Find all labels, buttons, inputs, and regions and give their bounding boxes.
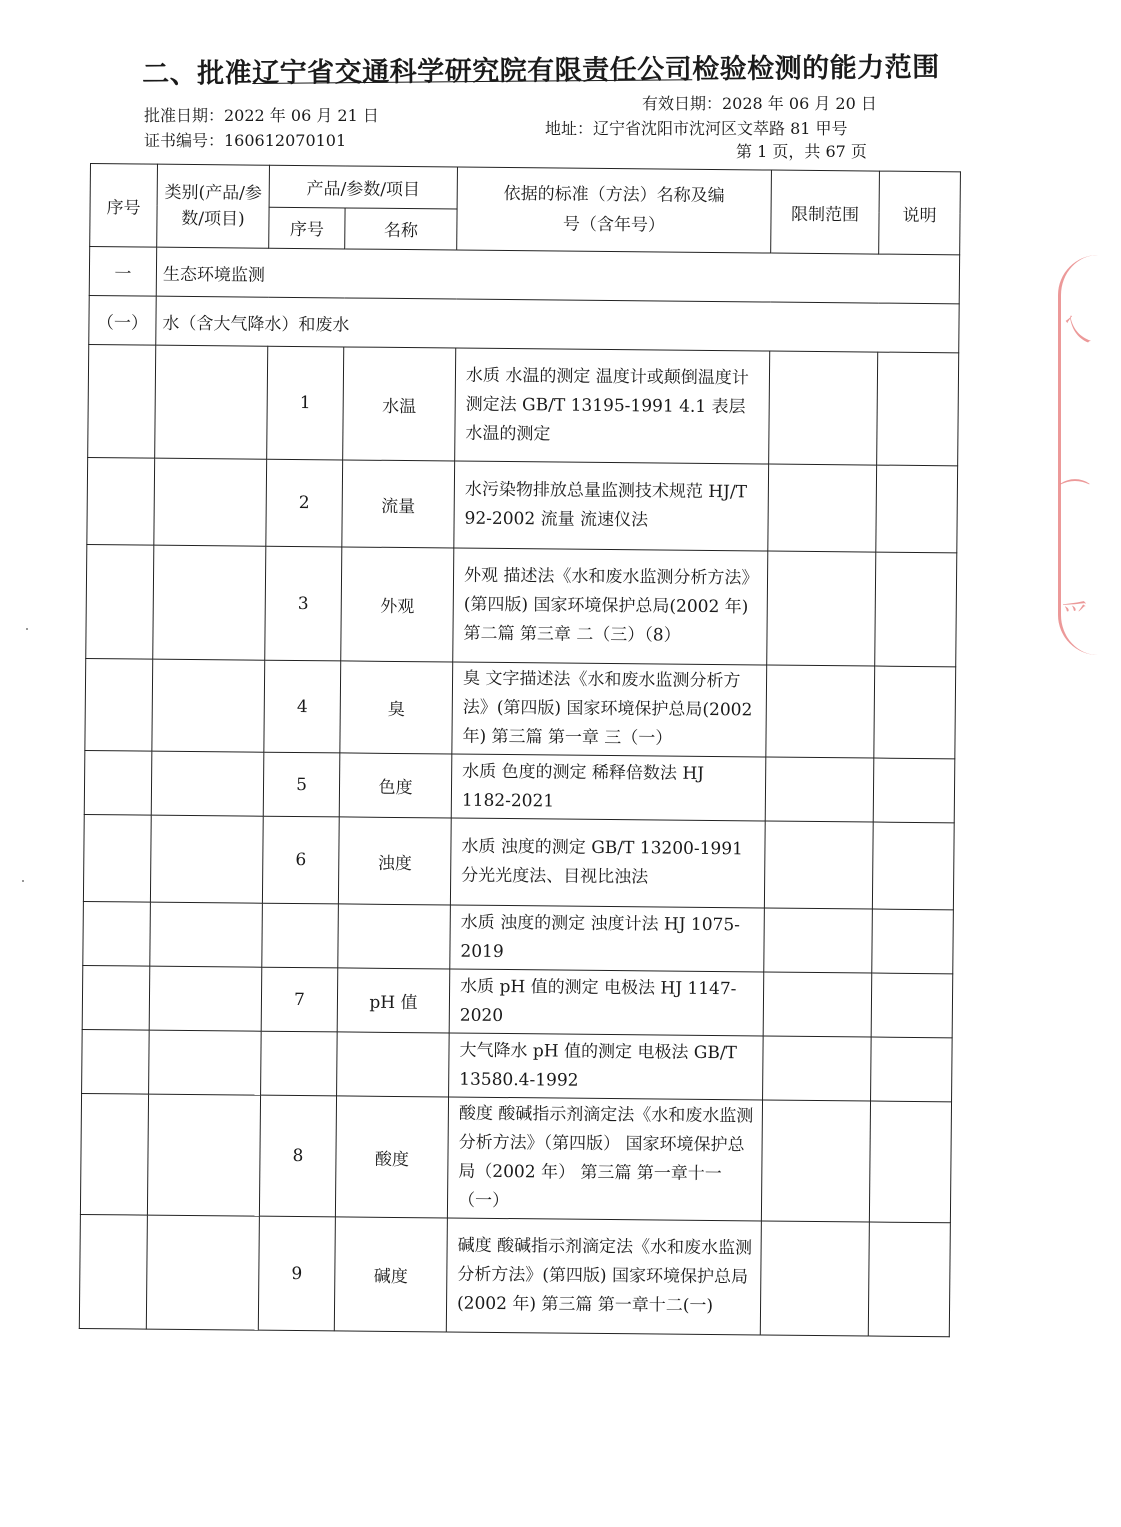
capability-table-wrapper (79, 163, 986, 1338)
cell-category (155, 345, 268, 459)
table-row (84, 750, 955, 822)
page-title (142, 45, 940, 91)
cell-note (871, 973, 953, 1038)
table-row (87, 457, 958, 552)
col-header-category: 类别(产品/参数/项目) (157, 164, 270, 248)
cell-category (149, 1030, 262, 1095)
item-standard: 水质 水温的测定 温度计或颠倒温度计测定法 GB/T 13195-1991 4.1 表层水温的测定 (455, 348, 770, 464)
seal-mark: ⌒ (1060, 478, 1090, 513)
item-name (337, 1032, 450, 1097)
cell-seq (88, 344, 156, 458)
cell-seq (79, 1214, 147, 1329)
item-standard: 外观 描述法《水和废水监测分析方法》(第四版) 国家环境保护总局(2002 年) 第二篇 第三章 二（三）（8） (453, 548, 768, 665)
cell-category (151, 751, 264, 816)
section-1-number: 一 (89, 247, 156, 297)
col-header-standard: 依据的标准（方法）名称及编号（含年号） (457, 167, 772, 253)
valid-date: 有效日期：2028 年 06 月 20 日 (642, 94, 877, 113)
title-suffix: 检验检测的能力范围 (692, 52, 940, 86)
cell-category (150, 815, 263, 903)
cell-note (873, 758, 955, 823)
cell-seq (82, 965, 150, 1030)
cell-seq (83, 901, 151, 966)
table-row (85, 658, 956, 758)
item-number: 2 (266, 459, 343, 547)
cell-category (152, 659, 265, 752)
cell-category (149, 966, 262, 1031)
col-header-note: 说明 (879, 171, 961, 255)
item-standard: 水质 pH 值的测定 电极法 HJ 1147-2020 (449, 969, 764, 1036)
item-name: 色度 (339, 753, 452, 818)
cell-category (146, 1215, 259, 1330)
title-prefix: 二、批准 (142, 58, 253, 90)
cell-limit (765, 757, 874, 822)
cell-seq (83, 814, 151, 902)
cell-note (869, 1101, 951, 1223)
cell-limit (764, 908, 873, 973)
scan-speck (22, 880, 24, 882)
col-header-limit: 限制范围 (771, 170, 880, 254)
item-name (338, 904, 451, 969)
item-number: 4 (264, 660, 341, 753)
item-standard: 酸度 酸碱指示剂滴定法《水和废水监测分析方法》（第四版） 国家环境保护总局（2002 年） 第三篇 第一章十一（一） (447, 1097, 762, 1221)
item-number (262, 903, 339, 968)
cell-category (147, 1094, 260, 1216)
capability-table (79, 163, 961, 1337)
item-number (261, 1031, 338, 1096)
cell-limit (763, 1036, 872, 1101)
section-row-1 (89, 247, 959, 304)
cell-seq (80, 1093, 148, 1215)
item-standard: 大气降水 pH 值的测定 电极法 GB/T 13580.4-1992 (449, 1033, 764, 1100)
item-number: 5 (263, 752, 340, 817)
section-2-number: （一） (89, 295, 156, 345)
item-name: pH 值 (337, 968, 450, 1033)
col-header-sub-name: 名称 (345, 207, 457, 250)
table-row (80, 1093, 951, 1222)
seal-mark: 爫 (1060, 598, 1090, 633)
col-header-seq: 序号 (90, 164, 158, 248)
cell-limit (767, 551, 876, 666)
item-number: 6 (262, 816, 339, 904)
table-row (86, 544, 957, 666)
cell-seq (87, 457, 155, 545)
item-name: 外观 (341, 547, 454, 662)
item-standard: 水质 浊度的测定 浊度计法 HJ 1075-2019 (450, 905, 765, 972)
item-name: 水温 (343, 347, 456, 461)
cell-limit (766, 665, 875, 758)
cell-category (154, 458, 267, 546)
certificate-number: 证书编号：160612070101 (144, 131, 347, 150)
item-name: 流量 (342, 460, 455, 548)
scan-speck (26, 628, 28, 630)
table-row (79, 1214, 950, 1336)
section-1-label: 生态环境监测 (156, 247, 959, 304)
cell-category (150, 902, 263, 967)
table-row (82, 1029, 953, 1101)
item-standard: 碱度 酸碱指示剂滴定法《水和废水监测分析方法》(第四版) 国家环境保护总局(2002 年) 第三篇 第一章十二(一) (446, 1218, 761, 1335)
item-name: 酸度 (335, 1096, 448, 1218)
table-header-row (90, 164, 960, 214)
item-number: 7 (261, 967, 338, 1032)
cell-note (876, 465, 958, 553)
table-row (83, 814, 954, 909)
cell-note (868, 1222, 950, 1337)
cell-note (877, 352, 959, 466)
table-row (83, 901, 954, 973)
item-number: 8 (259, 1095, 336, 1217)
item-name: 碱度 (334, 1217, 447, 1332)
item-standard: 臭 文字描述法《水和废水监测分析方法》(第四版) 国家环境保护总局(2002 年) 第三篇 第一章 三（一） (452, 662, 767, 757)
cell-limit (769, 351, 878, 465)
page-info: 第 1 页，共 67 页 (736, 142, 867, 161)
cell-note (874, 666, 956, 759)
cell-seq (82, 1029, 150, 1094)
address: 地址：辽宁省沈阳市沈河区文萃路 81 甲号 (545, 119, 848, 138)
col-header-product-group: 产品/参数/项目 (269, 165, 457, 208)
cell-seq (86, 544, 154, 659)
table-row (82, 965, 953, 1037)
approval-date: 批准日期：2022 年 06 月 21 日 (144, 106, 379, 125)
item-standard: 水污染物排放总量监测技术规范 HJ/T 92-2002 流量 流速仪法 (454, 461, 769, 551)
cell-limit (761, 1100, 870, 1222)
cell-limit (763, 972, 872, 1037)
cell-seq (85, 658, 153, 751)
item-number: 3 (265, 546, 342, 661)
cell-note (875, 552, 957, 667)
item-name: 浊度 (338, 817, 451, 905)
cell-note (871, 1037, 953, 1102)
item-standard: 水质 色度的测定 稀释倍数法 HJ 1182-2021 (451, 754, 766, 821)
item-number: 9 (258, 1216, 335, 1331)
cell-category (153, 545, 266, 660)
col-header-sub-seq: 序号 (269, 207, 345, 249)
table-row (88, 344, 959, 465)
cell-limit (764, 821, 873, 909)
cell-seq (84, 750, 152, 815)
seal-mark: 乀 (1062, 313, 1092, 348)
section-2-label: 水（含大气降水）和废水 (156, 296, 959, 353)
cell-note (872, 822, 954, 910)
item-standard: 水质 浊度的测定 GB/T 13200-1991 分光光度法、目视比浊法 (450, 818, 765, 908)
item-number: 1 (267, 346, 344, 460)
cell-limit (768, 464, 877, 552)
item-name: 臭 (340, 661, 453, 754)
cell-limit (760, 1221, 869, 1336)
title-org-name: 辽宁省交通科学研究院有限责任公司 (252, 54, 693, 90)
cell-note (872, 909, 954, 974)
section-row-2 (89, 295, 959, 352)
